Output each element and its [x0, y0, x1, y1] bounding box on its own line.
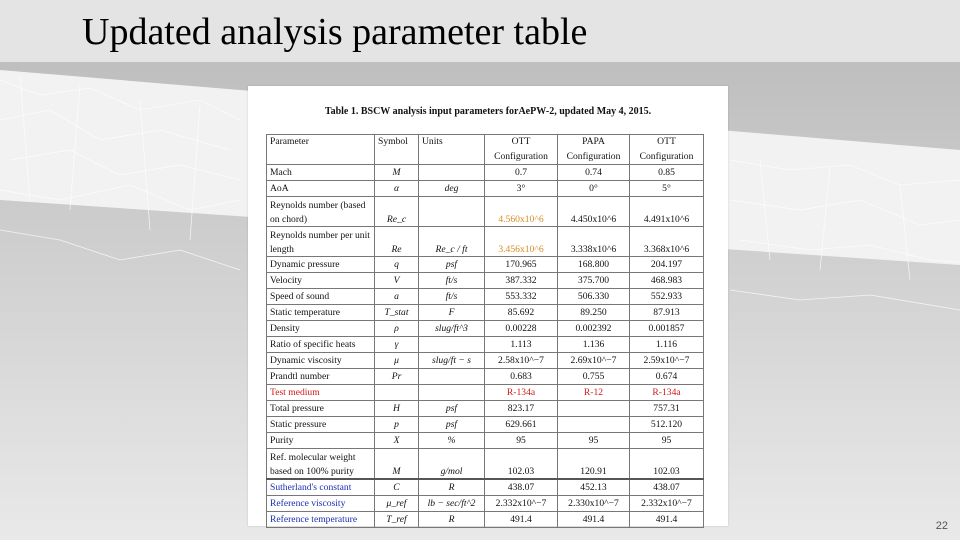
- param-cell: Reference temperature: [267, 512, 375, 528]
- symbol-cell: μ_ref: [375, 496, 419, 512]
- symbol-cell: a: [375, 289, 419, 305]
- papa-cell: 3.338x10^6: [558, 227, 630, 257]
- symbol-cell: μ: [375, 353, 419, 369]
- units-cell: [419, 385, 485, 401]
- ott-cell: 170.965: [485, 257, 558, 273]
- units-cell: deg: [419, 181, 485, 197]
- header-cell: PAPA Configuration: [558, 135, 630, 165]
- ott-cell: 0.7: [485, 165, 558, 181]
- papa-cell: R-12: [558, 385, 630, 401]
- ott-cell: 1.113: [485, 337, 558, 353]
- table-row: [267, 337, 704, 353]
- ott2-cell: 102.03: [630, 449, 704, 480]
- ott2-cell: 2.332x10^−7: [630, 496, 704, 512]
- ott-cell: 2.332x10^−7: [485, 496, 558, 512]
- units-cell: g/mol: [419, 449, 485, 480]
- param-cell: Test medium: [267, 385, 375, 401]
- ott-cell: 3.456x10^6: [485, 227, 558, 257]
- ott2-cell: 4.491x10^6: [630, 197, 704, 227]
- param-cell: Static temperature: [267, 305, 375, 321]
- ott-cell: 629.661: [485, 417, 558, 433]
- header-cell: Symbol: [375, 135, 419, 165]
- param-cell: Purity: [267, 433, 375, 449]
- ott2-cell: 95: [630, 433, 704, 449]
- param-cell: Density: [267, 321, 375, 337]
- units-cell: [419, 197, 485, 227]
- papa-cell: 120.91: [558, 449, 630, 480]
- papa-cell: 0°: [558, 181, 630, 197]
- units-cell: %: [419, 433, 485, 449]
- param-cell: Velocity: [267, 273, 375, 289]
- ott-cell: 438.07: [485, 479, 558, 496]
- table-row: [267, 496, 704, 512]
- ott-cell: R-134a: [485, 385, 558, 401]
- table-row: [267, 433, 704, 449]
- ott-cell: 387.332: [485, 273, 558, 289]
- papa-cell: 1.136: [558, 337, 630, 353]
- page-number: 22: [935, 520, 948, 532]
- units-cell: psf: [419, 401, 485, 417]
- ott2-cell: 204.197: [630, 257, 704, 273]
- units-cell: [419, 337, 485, 353]
- param-cell: Total pressure: [267, 401, 375, 417]
- papa-cell: 375.700: [558, 273, 630, 289]
- param-cell: Reynolds number per unit length: [267, 227, 375, 257]
- units-cell: slug/ft^3: [419, 321, 485, 337]
- param-cell: Dynamic viscosity: [267, 353, 375, 369]
- table-row: [267, 321, 704, 337]
- symbol-cell: Re_c: [375, 197, 419, 227]
- papa-cell: [558, 417, 630, 433]
- ott2-cell: 0.674: [630, 369, 704, 385]
- symbol-cell: X: [375, 433, 419, 449]
- header-cell: OTT Configuration: [630, 135, 704, 165]
- symbol-cell: T_stat: [375, 305, 419, 321]
- param-cell: AoA: [267, 181, 375, 197]
- units-cell: [419, 165, 485, 181]
- papa-cell: 0.74: [558, 165, 630, 181]
- ott2-cell: R-134a: [630, 385, 704, 401]
- header-cell: Parameter: [267, 135, 375, 165]
- symbol-cell: q: [375, 257, 419, 273]
- param-cell: Sutherland's constant: [267, 479, 375, 496]
- ott-cell: 4.560x10^6: [485, 197, 558, 227]
- symbol-cell: [375, 385, 419, 401]
- symbol-cell: Pr: [375, 369, 419, 385]
- table-row: [267, 257, 704, 273]
- units-cell: ft/s: [419, 273, 485, 289]
- ott2-cell: 491.4: [630, 512, 704, 528]
- symbol-cell: M: [375, 449, 419, 480]
- parameter-table: [266, 134, 704, 528]
- papa-cell: 452.13: [558, 479, 630, 496]
- papa-cell: 491.4: [558, 512, 630, 528]
- table-header-row: [267, 135, 704, 165]
- ott-cell: 553.332: [485, 289, 558, 305]
- ott-cell: 102.03: [485, 449, 558, 480]
- papa-cell: 0.755: [558, 369, 630, 385]
- units-cell: psf: [419, 417, 485, 433]
- ott2-cell: 512.120: [630, 417, 704, 433]
- table-row: [267, 197, 704, 227]
- table-row: [267, 305, 704, 321]
- units-cell: psf: [419, 257, 485, 273]
- symbol-cell: C: [375, 479, 419, 496]
- ott-cell: 3°: [485, 181, 558, 197]
- param-cell: Dynamic pressure: [267, 257, 375, 273]
- papa-cell: [558, 401, 630, 417]
- table-row: [267, 512, 704, 528]
- ott-cell: 2.58x10^−7: [485, 353, 558, 369]
- symbol-cell: γ: [375, 337, 419, 353]
- units-cell: lb − sec/ft^2: [419, 496, 485, 512]
- papa-cell: 95: [558, 433, 630, 449]
- header-cell: OTT Configuration: [485, 135, 558, 165]
- table-row: [267, 353, 704, 369]
- papa-cell: 89.250: [558, 305, 630, 321]
- papa-cell: 2.330x10^−7: [558, 496, 630, 512]
- param-cell: Ref. molecular weight based on 100% purity: [267, 449, 375, 480]
- units-cell: slug/ft − s: [419, 353, 485, 369]
- table-row: [267, 181, 704, 197]
- ott-cell: 491.4: [485, 512, 558, 528]
- symbol-cell: H: [375, 401, 419, 417]
- papa-cell: 0.002392: [558, 321, 630, 337]
- header-cell: Units: [419, 135, 485, 165]
- table-row: [267, 227, 704, 257]
- ott2-cell: 0.001857: [630, 321, 704, 337]
- units-cell: F: [419, 305, 485, 321]
- ott-cell: 823.17: [485, 401, 558, 417]
- table-row: [267, 385, 704, 401]
- param-cell: Reference viscosity: [267, 496, 375, 512]
- symbol-cell: p: [375, 417, 419, 433]
- param-cell: Reynolds number (based on chord): [267, 197, 375, 227]
- ott-cell: 95: [485, 433, 558, 449]
- slide-title: Updated analysis parameter table: [82, 11, 588, 53]
- papa-cell: 168.800: [558, 257, 630, 273]
- table-row: [267, 449, 704, 480]
- units-cell: R: [419, 512, 485, 528]
- param-cell: Speed of sound: [267, 289, 375, 305]
- symbol-cell: V: [375, 273, 419, 289]
- symbol-cell: M: [375, 165, 419, 181]
- symbol-cell: ρ: [375, 321, 419, 337]
- table-row: [267, 369, 704, 385]
- units-cell: ft/s: [419, 289, 485, 305]
- param-cell: Static pressure: [267, 417, 375, 433]
- ott2-cell: 2.59x10^−7: [630, 353, 704, 369]
- ott2-cell: 757.31: [630, 401, 704, 417]
- table-row: [267, 289, 704, 305]
- param-cell: Prandtl number: [267, 369, 375, 385]
- units-cell: R: [419, 479, 485, 496]
- ott2-cell: 438.07: [630, 479, 704, 496]
- table-row: [267, 417, 704, 433]
- table-row: [267, 165, 704, 181]
- ott2-cell: 1.116: [630, 337, 704, 353]
- table-row: [267, 479, 704, 496]
- param-cell: Ratio of specific heats: [267, 337, 375, 353]
- ott2-cell: 5°: [630, 181, 704, 197]
- symbol-cell: T_ref: [375, 512, 419, 528]
- ott2-cell: 468.983: [630, 273, 704, 289]
- units-cell: [419, 369, 485, 385]
- table-image: [248, 86, 728, 526]
- ott-cell: 85.692: [485, 305, 558, 321]
- ott2-cell: 0.85: [630, 165, 704, 181]
- symbol-cell: Re: [375, 227, 419, 257]
- papa-cell: 506.330: [558, 289, 630, 305]
- table-row: [267, 401, 704, 417]
- papa-cell: 4.450x10^6: [558, 197, 630, 227]
- table-row: [267, 273, 704, 289]
- ott2-cell: 3.368x10^6: [630, 227, 704, 257]
- ott-cell: 0.683: [485, 369, 558, 385]
- ott2-cell: 87.913: [630, 305, 704, 321]
- table-caption: Table 1. BSCW analysis input parameters forAePW-2, updated May 4, 2015.: [324, 106, 652, 117]
- symbol-cell: α: [375, 181, 419, 197]
- units-cell: Re_c / ft: [419, 227, 485, 257]
- papa-cell: 2.69x10^−7: [558, 353, 630, 369]
- param-cell: Mach: [267, 165, 375, 181]
- ott-cell: 0.00228: [485, 321, 558, 337]
- ott2-cell: 552.933: [630, 289, 704, 305]
